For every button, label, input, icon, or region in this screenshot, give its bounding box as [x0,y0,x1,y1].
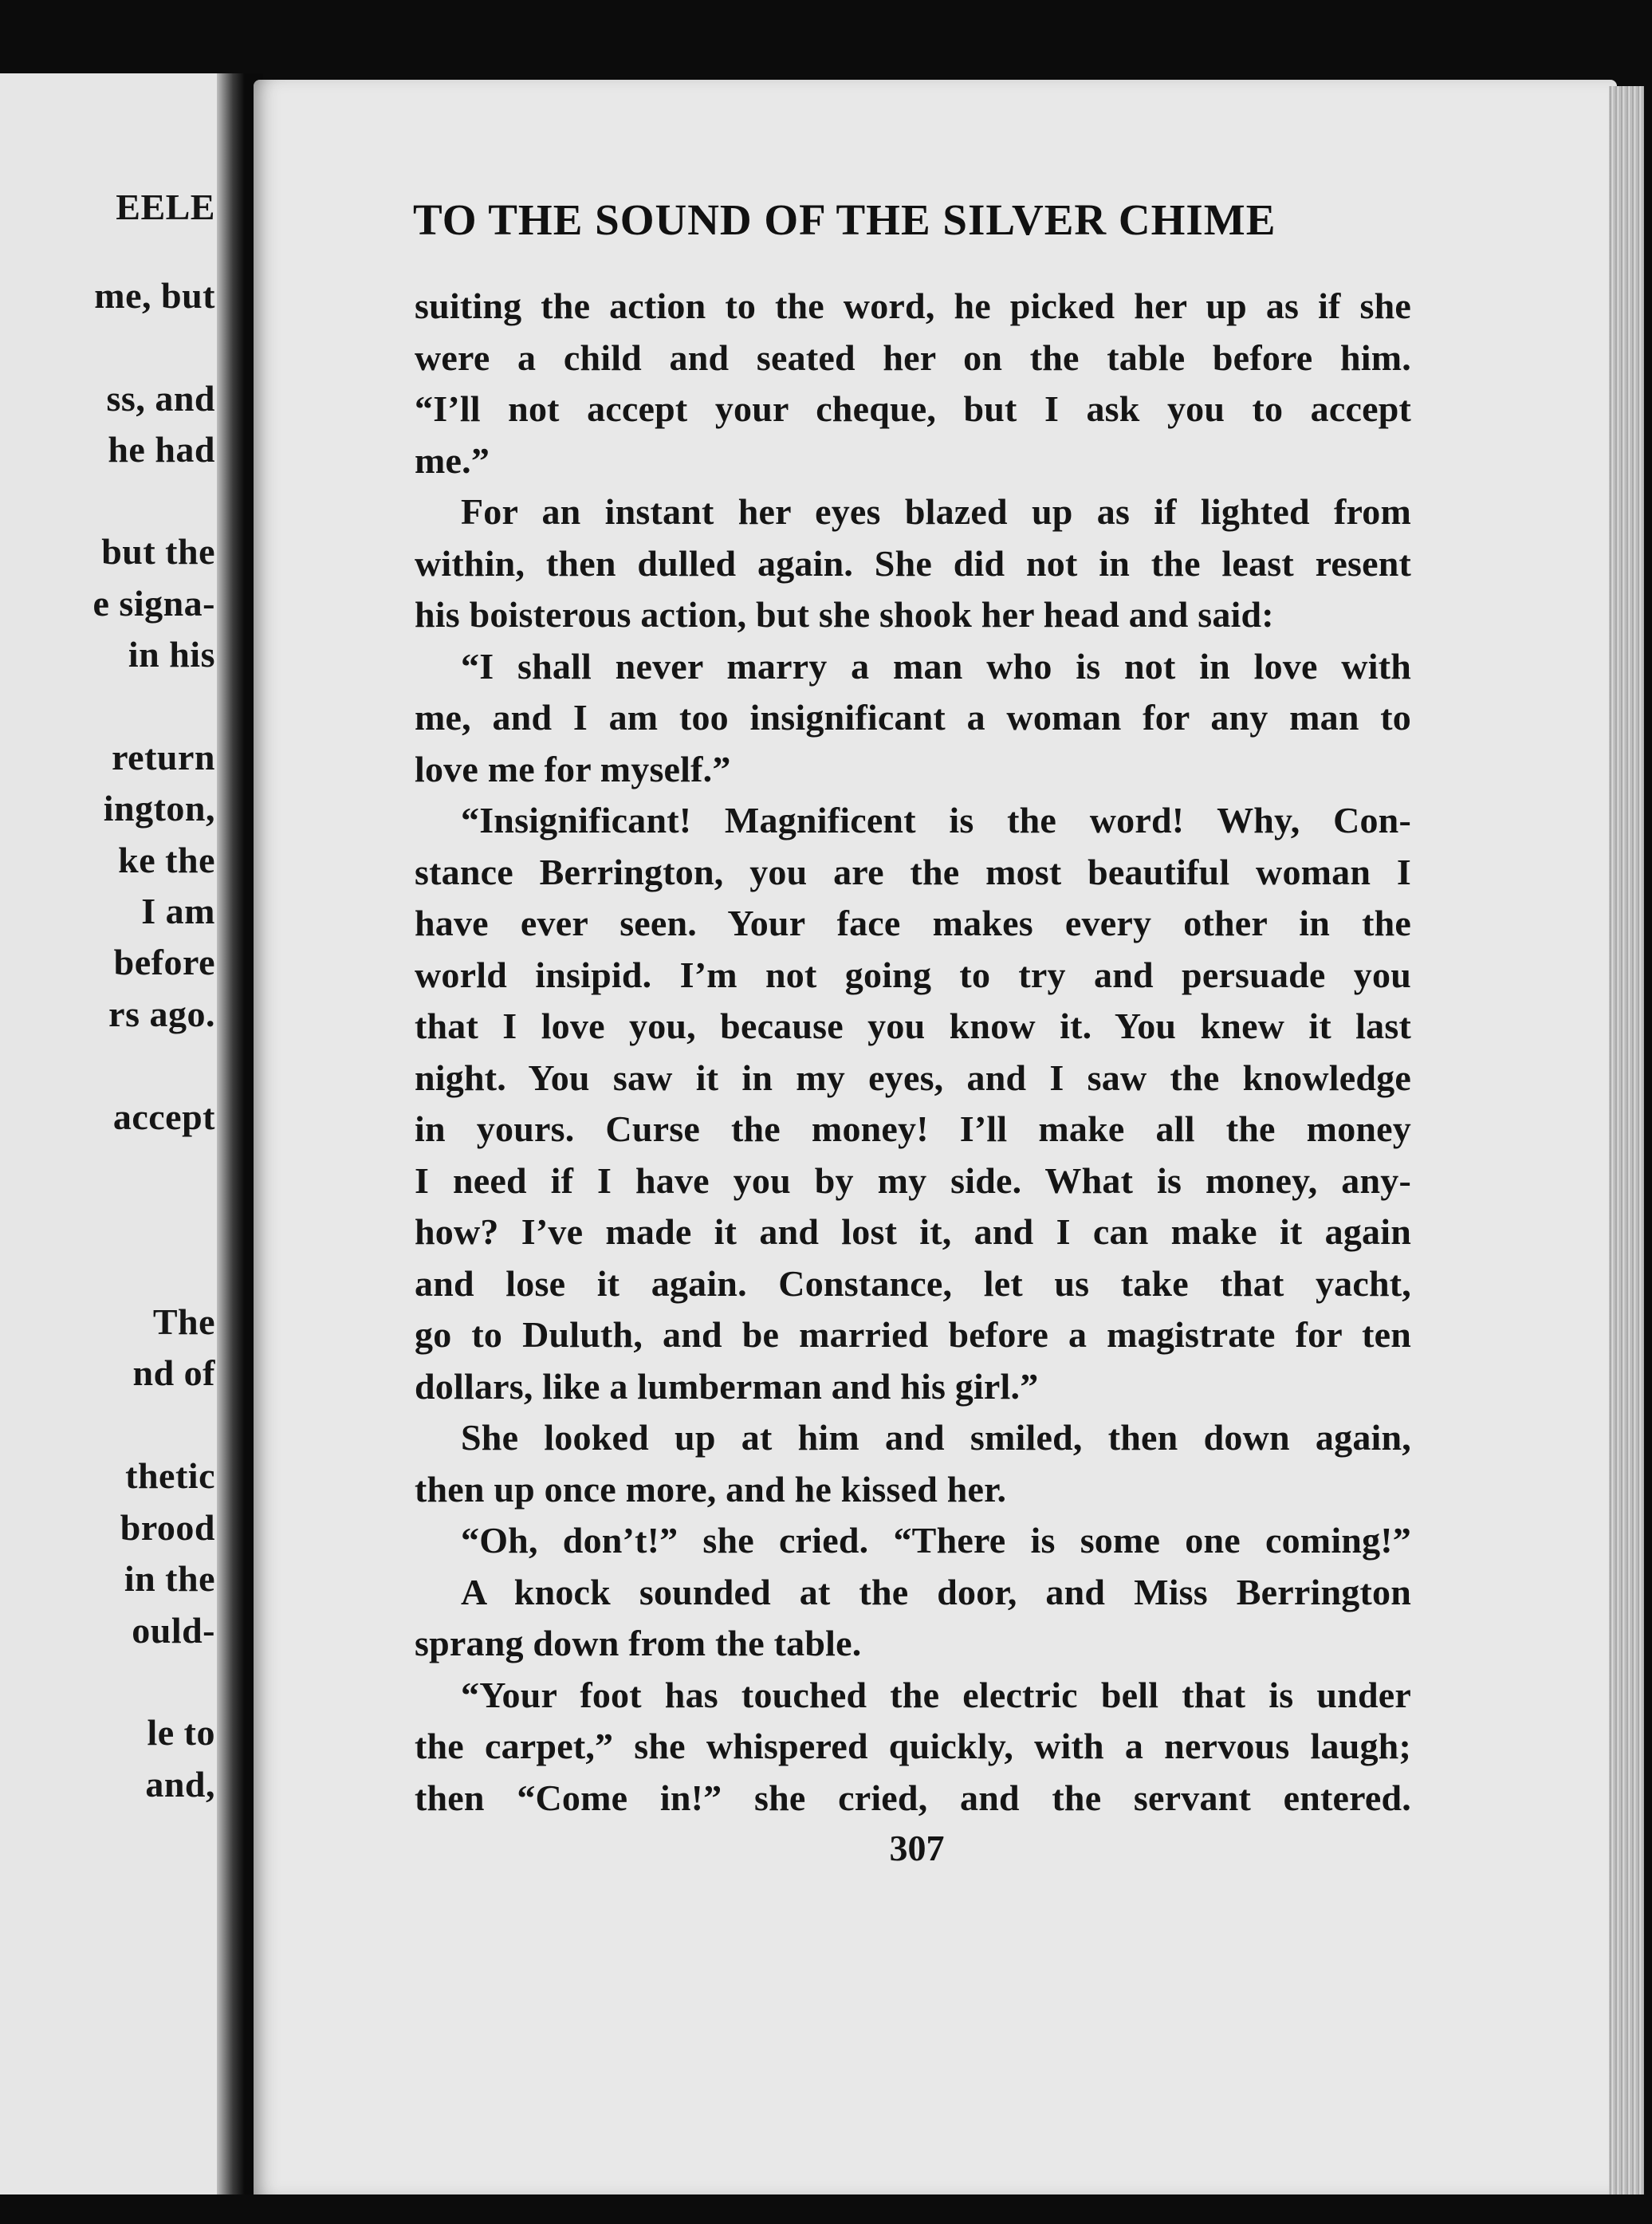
left-text-line: but the [101,531,215,572]
left-text-line: le to [147,1712,215,1753]
left-text-line: I am [141,891,215,931]
left-text-line: e signa- [92,583,215,624]
text-line: night. You saw it in my eyes, and I saw the knowledge [415,1057,1411,1098]
text-line: sprang down from the table. [415,1623,862,1663]
text-line: “I’ll not accept your cheque, but I ask you to accept [415,388,1411,429]
running-head: TO THE SOUND OF THE SILVER CHIME [413,195,1276,244]
left-text-line: and, [145,1764,215,1805]
left-text-line: EELE [116,187,215,227]
left-text-line: The [152,1301,215,1342]
text-line: were a child and seated her on the table before him. [415,337,1411,378]
text-line: his boisterous action, but she shook her head and said: [415,594,1274,635]
text-line: and lose it again. Constance, let us take that yacht, [415,1262,1411,1304]
left-page-text [0,0,215,2224]
left-text-line: ss, and [106,378,215,419]
left-text-line: ke the [118,840,215,880]
left-text-line: ington, [103,788,215,829]
text-line: have ever seen. Your face makes every other in the [415,903,1411,943]
text-line: love me for myself.” [415,748,731,789]
left-text-line: brood [120,1507,215,1548]
text-line: She looked up at him and smiled, then down again, [461,1417,1411,1458]
text-line: the carpet,” she whispered quickly, with a nervous laugh; [415,1726,1411,1766]
left-text-line: me, but [94,275,215,316]
text-line: then up once more, and he kissed her. [415,1468,1007,1510]
left-text-line: nd of [132,1352,215,1393]
text-line: in yours. Curse the money! I’ll make all the money [415,1108,1411,1149]
text-line: A knock sounded at the door, and Miss Berrington [461,1571,1411,1612]
left-text-line: in the [124,1558,215,1599]
text-line: world insipid. I’m not going to try and persuade you [415,954,1411,995]
text-line: “Your foot has touched the electric bell that is under [461,1674,1411,1715]
text-line: go to Duluth, and be married before a magistrate for ten [415,1314,1411,1355]
page-body [415,281,1411,1824]
text-line: “Insignificant! Magnificent is the word! Why, Con- [461,800,1411,840]
text-line: I need if I have you by my side. What is money, any- [415,1159,1411,1201]
left-text-line: before [113,942,215,982]
left-text-line: he had [108,429,215,470]
text-line: “Oh, don’t!” she cried. “There is some one coming!” [461,1520,1411,1561]
page-edges [1609,86,1644,2194]
text-line: me.” [415,439,490,481]
left-text-line: accept [112,1096,215,1137]
left-text-line: return [112,737,215,777]
text-line: stance Berrington, you are the most beautiful woman I [415,851,1411,892]
text-line: me, and I am too insignificant a woman for any man to [415,697,1411,738]
left-text-line: in his [128,634,215,675]
text-line: within, then dulled again. She did not in the least resent [415,542,1411,584]
text-line: that I love you, because you know it. You knew it last [415,1006,1411,1046]
left-text-line: ould- [132,1610,215,1651]
text-line: For an instant her eyes blazed up as if lighted from [461,491,1411,532]
text-line: then “Come in!” she cried, and the servant entered. [415,1777,1411,1818]
text-line: “I shall never marry a man who is not in love with [461,645,1411,687]
text-line: how? I’ve made it and lost it, and I can make it again [415,1211,1411,1252]
page-number: 307 [889,1828,945,1868]
text-line: dollars, like a lumberman and his girl.” [415,1365,1039,1407]
left-text-line: rs ago. [108,994,215,1034]
text-line: suiting the action to the word, he picked her up as if she [415,285,1411,326]
left-text-line: thetic [125,1455,215,1496]
